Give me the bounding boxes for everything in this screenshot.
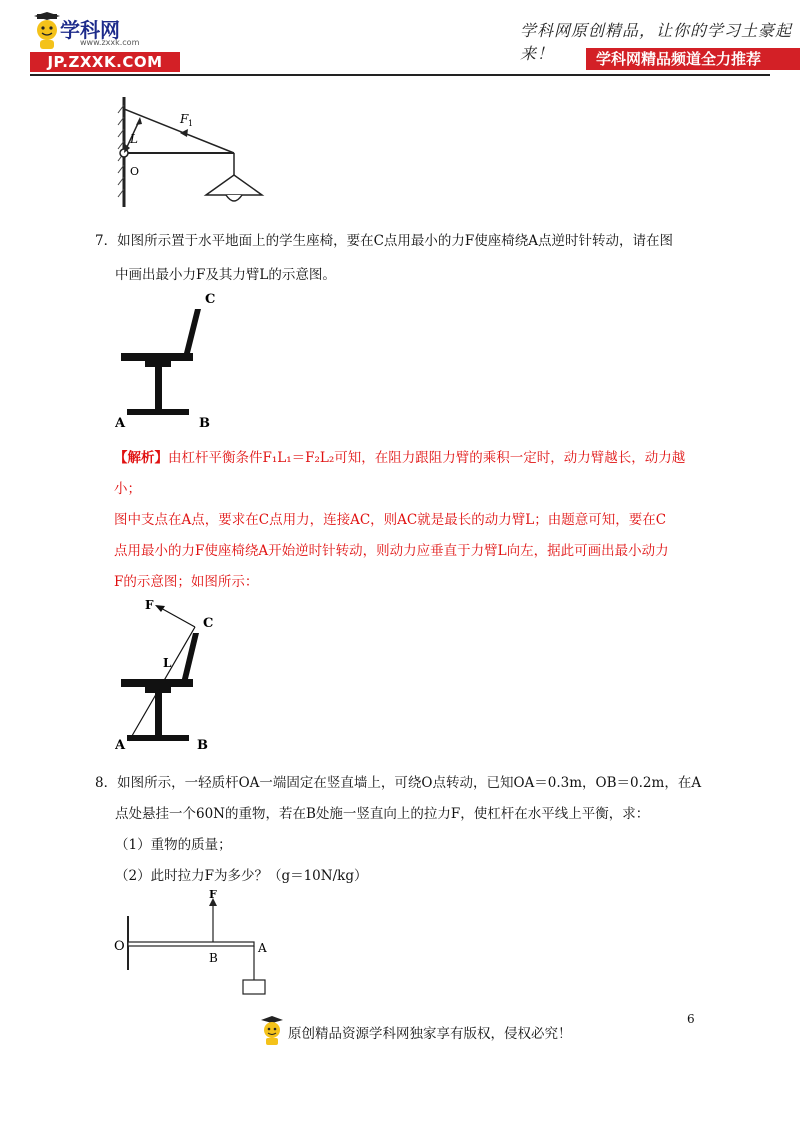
q8-text xyxy=(95,768,715,892)
q8-sub1: （1）重物的质量； xyxy=(115,837,232,853)
promo-banner: 学科网精品频道全力推荐 xyxy=(586,48,800,70)
logo-banner[interactable]: JP.ZXXK.COM xyxy=(30,52,180,72)
analysis-line3: 图中支点在A点，要求在C点用力，连接AC，则AC就是最长的动力臂L；由题意可知，要在C xyxy=(114,512,667,528)
q8-line2: 点处悬挂一个60N的重物，若在B处施一竖直向上的拉力F，使杠杆在水平线上平衡，求： xyxy=(115,806,650,822)
q8-label-f: F xyxy=(209,888,217,901)
answer-label-a: A xyxy=(115,738,126,753)
answer-label-l: L xyxy=(163,656,172,670)
q7-label-a: A xyxy=(115,416,126,430)
q7-label-c: C xyxy=(205,292,216,307)
analysis-line4: 点用最小的力F使座椅绕A开始逆时针转动，则动力应垂直于力臂L向左，据此可画出最小动力 xyxy=(114,543,669,559)
q7-text xyxy=(95,224,715,292)
q7-line1: 7．如图所示置于水平地面上的学生座椅，要在C点用最小的力F使座椅绕A点逆时针转动，请在图 xyxy=(95,233,674,249)
lamp-label-l: L xyxy=(130,132,138,146)
q8-label-a: A xyxy=(258,941,267,955)
answer-label-c: C xyxy=(203,616,214,631)
logo-mascot-icon xyxy=(32,12,62,50)
q8-lever-figure xyxy=(112,888,282,1000)
logo-url: www.zxxk.com xyxy=(80,38,140,47)
logo-text: 学科网 xyxy=(60,18,120,42)
analysis-line1: 【解析】由杠杆平衡条件F₁L₁＝F₂L₂可知，在阻力跟阻力臂的乘积一定时，动力臂越长，动力越 xyxy=(114,450,686,466)
lamp-label-f: F xyxy=(180,112,189,126)
page-number: 6 xyxy=(687,1012,695,1026)
q8-label-b: B xyxy=(209,951,218,965)
header-slogan: 学科网原创精品，让你的学习土豪起来！ xyxy=(520,21,793,63)
header-divider xyxy=(30,74,770,76)
q7-line2: 中画出最小力F及其力臂L的示意图。 xyxy=(115,267,336,283)
q7-analysis xyxy=(114,443,714,598)
footer-copyright: 原创精品资源学科网独家享有版权，侵权必究！ xyxy=(288,1026,572,1042)
lamp-label-f-sub: 1 xyxy=(188,119,194,128)
footer-mascot-icon xyxy=(260,1016,284,1046)
analysis-line2: 小； xyxy=(114,481,141,497)
answer-label-b: B xyxy=(197,738,208,753)
analysis-tag: 【解析】 xyxy=(114,450,168,466)
q7-label-b: B xyxy=(199,416,210,430)
q7-chair-figure xyxy=(115,285,225,430)
q8-line1: 8．如图所示，一轻质杆OA一端固定在竖直墙上，可绕O点转动，已知OA＝0.3m，OB＝0.2m，在A xyxy=(95,775,702,791)
q8-label-o: O xyxy=(114,939,125,954)
lamp-label-o: O xyxy=(130,165,140,178)
lamp-lever-figure xyxy=(110,95,280,210)
answer-label-f: F xyxy=(145,598,154,612)
analysis-line5: F的示意图；如图所示： xyxy=(114,574,259,590)
q7-answer-figure xyxy=(115,595,225,755)
q8-sub2: （2）此时拉力F为多少？（g＝10N/kg） xyxy=(115,868,368,884)
